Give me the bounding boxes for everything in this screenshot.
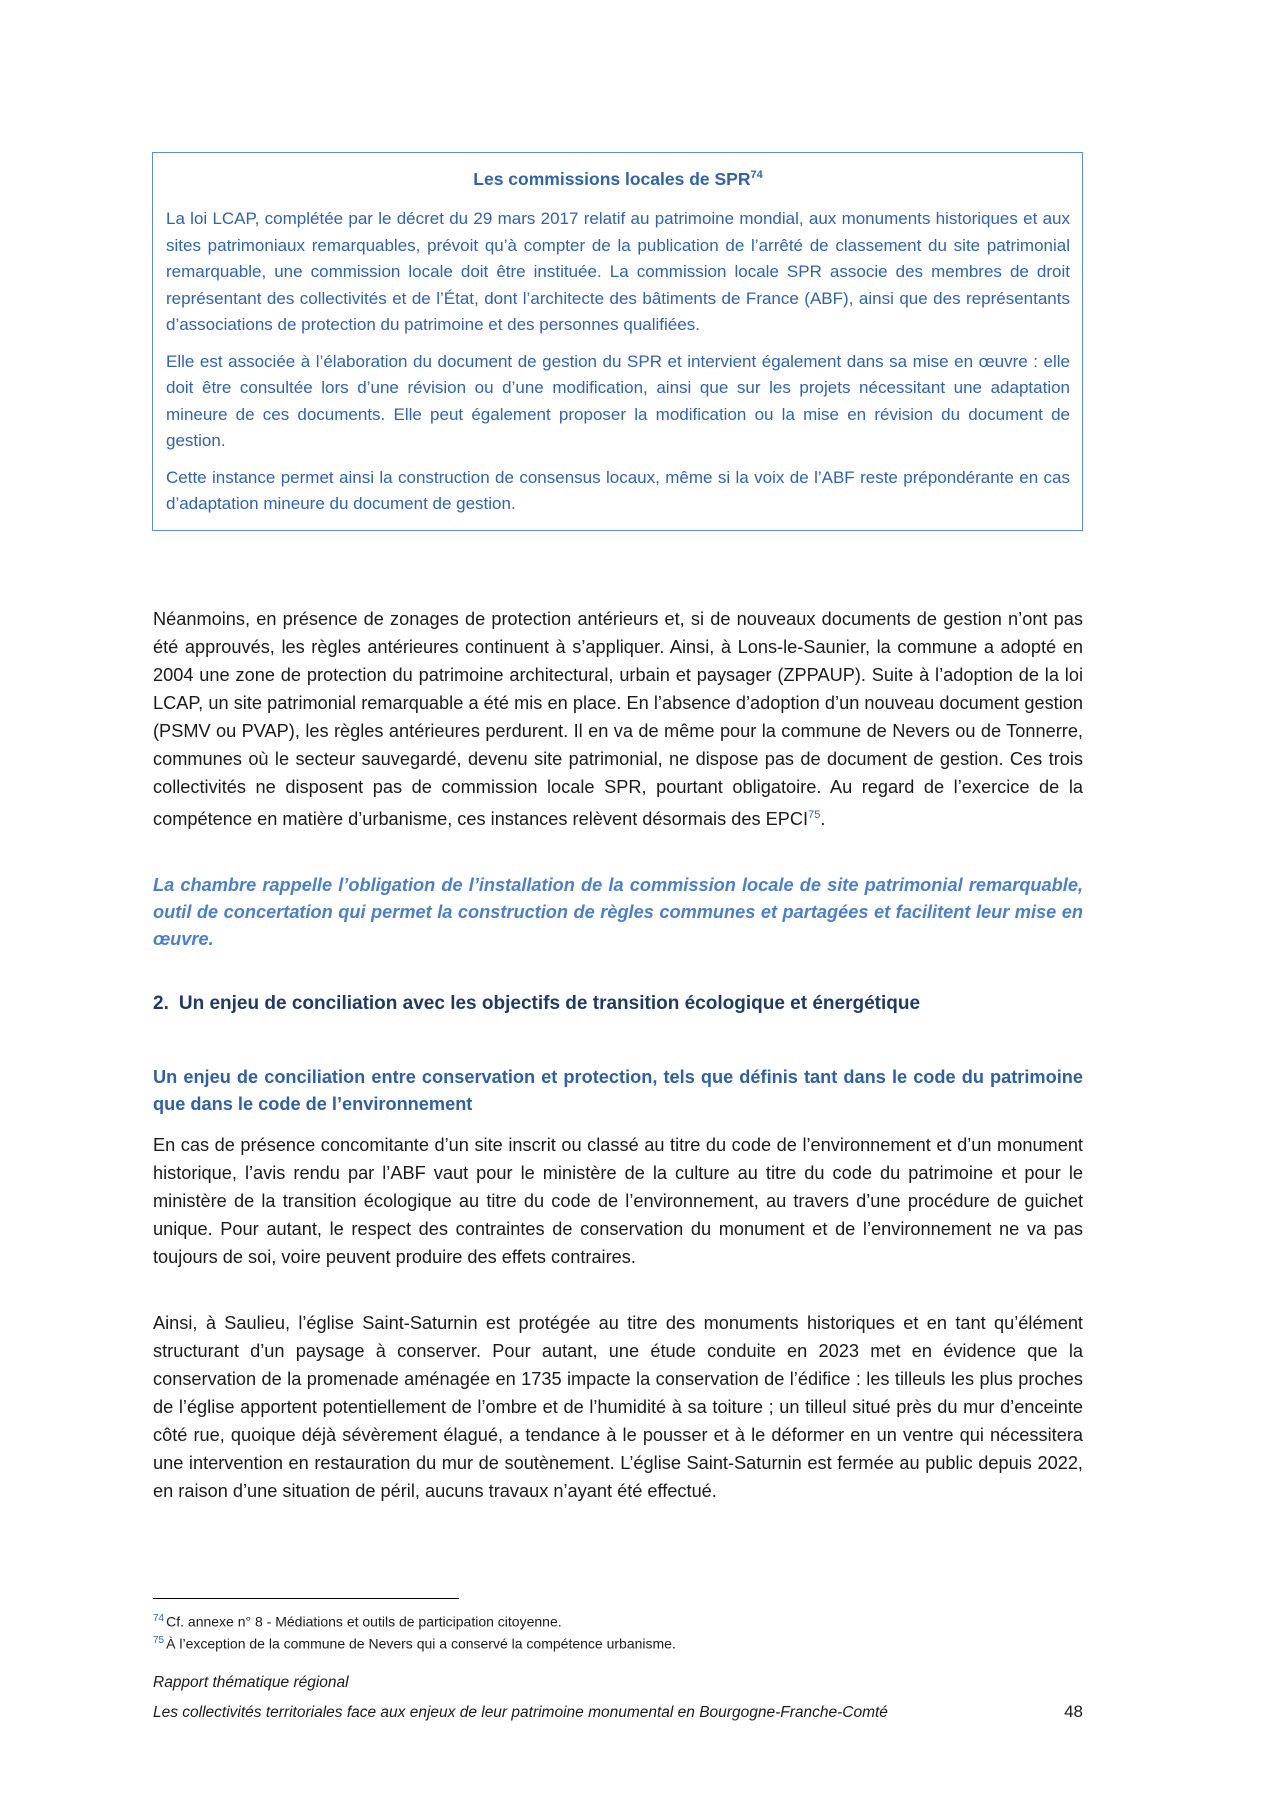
info-box-title <box>166 169 1070 190</box>
info-box-paragraph: Cette instance permet ainsi la construction de consensus locaux, même si la voix de l’ABF reste prépondérante en cas d’adaptation mineure du document de gestion. <box>166 467 1070 513</box>
sub-heading: Un enjeu de conciliation entre conservation et protection, tels que définis tant dans le code du patrimoine que dans le code de l’environnement <box>153 1067 1083 1114</box>
info-box-paragraph: La loi LCAP, complétée par le décret du 29 mars 2017 relatif au patrimoine mondial, aux monuments historiques et aux sites patrimoniaux remarquables, prévoit qu’à compter de la publication de l’arrêté de classement du site patrimonial remarquable, une commission locale doit être instituée. La commission locale SPR associe des membres de droit représentant des collectivités et de l’État, dont l’architecte des bâtiments de France (ABF), ainsi que des représentants d’associations de protection du patrimoine et des personnes qualifiées. <box>166 209 1070 334</box>
section-heading <box>153 993 1083 1015</box>
chamber-recommendation: La chambre rappelle l’obligation de l’installation de la commission locale de site patrimonial remarquable, outil de concertation qui permet la construction de règles communes et partagées et facilitent leur mise en œuvre. <box>153 875 1083 949</box>
body-paragraph-zonages <box>153 605 1083 833</box>
footnote-number: 74 <box>153 1613 165 1624</box>
body-paragraph-saulieu: Ainsi, à Saulieu, l’église Saint-Saturnin est protégée au titre des monuments historiques et en tant qu’élément structurant d’un paysage à conserver. Pour autant, une étude conduite en 2023 met en évidence que la conservation de la promenade aménagée en 1735 impacte la conservation de l’édifice : les tilleuls les plus proches de l’église apportent potentiellement de l’ombre et de l’humidité à sa toiture ; un tilleul situé près du mur d’enceinte côté rue, quoique déjà sévèrement élagué, a tendance à le pousser et à le déformer en un ventre qui nécessitera une intervention en restauration du mur de soutènement. L’église Saint-Saturnin est fermée au public depuis 2022, en raison d’une situation de péril, aucuns travaux n’ayant été effectué. <box>153 1313 1083 1501</box>
body-paragraph-text: Néanmoins, en présence de zonages de protection antérieurs et, si de nouveaux documents de gestion n’ont pas été approuvés, les règles antérieures continuent à s’appliquer. Ainsi, à Lons-le-Saunier, la commune a adopté en 2004 une zone de protection du patrimoine architectural, urbain et paysager (ZPPAUP). Suite à l’adoption de la loi LCAP, un site patrimonial remarquable a été mis en place. En l’absence d’adoption d’un nouveau document gestion (PSMV ou PVAP), les règles antérieures perdurent. Il en va de même pour la commune de Nevers ou de Tonnerre, communes où le secteur sauvegardé, devenu site patrimonial, ne dispose pas de document de gestion. Ces trois collectivités ne disposent pas de commission locale SPR, pourtant obligatoire. Au regard de l’exercice de la compétence en matière d’urbanisme, ces instances relèvent désormais des EPCI <box>153 609 1083 830</box>
body-paragraph-guichet-unique: En cas de présence concomitante d’un site inscrit ou classé au titre du code de l’environnement et d’un monument historique, l’avis rendu par l’ABF vaut pour le ministère de la culture au titre du code du patrimoine et pour le ministère de la transition écologique au titre du code de l’environnement, au travers d’une procédure de guichet unique. Pour autant, le respect des contraintes de conservation du monument et de l’environnement ne va pas toujours de soi, voire peuvent produire des effets contraires. <box>153 1135 1083 1267</box>
info-box-title-text: Les commissions locales de SPR <box>473 169 751 189</box>
section-number: 2. <box>153 993 169 1014</box>
footnote-75 <box>153 1632 1083 1653</box>
section-title: Un enjeu de conciliation avec les objectifs de transition écologique et énergétique <box>178 993 921 1014</box>
info-box-paragraph: Elle est associée à l’élaboration du document de gestion du SPR et intervient également dans sa mise en œuvre : elle doit être consultée lors d’une révision ou d’une modification, ainsi que sur les projets nécessitant une adaptation mineure de ces documents. Elle peut également proposer la modification ou la mise en révision du document de gestion. <box>166 351 1070 450</box>
footnote-ref-74[interactable]: 74 <box>750 169 763 182</box>
page-number: 48 <box>1064 1702 1083 1721</box>
body-paragraph-end: . <box>820 809 826 830</box>
footnote-text: Cf. annexe n° 8 - Médiations et outils de participation citoyenne. <box>166 1613 562 1630</box>
info-box-commissions-locales <box>152 152 1083 531</box>
footnote-text: À l’exception de la commune de Nevers qui a conservé la compétence urbanisme. <box>166 1635 676 1652</box>
footnote-number: 75 <box>153 1635 165 1646</box>
footnote-74 <box>153 1610 1083 1631</box>
footnote-separator <box>153 1598 459 1599</box>
footnote-ref-75[interactable]: 75 <box>808 809 821 821</box>
footer-report-type: Rapport thématique régional <box>153 1674 349 1691</box>
footer-report-title: Les collectivités territoriales face aux enjeux de leur patrimoine monumental en Bourgogne-Franche-Comté <box>153 1704 888 1721</box>
